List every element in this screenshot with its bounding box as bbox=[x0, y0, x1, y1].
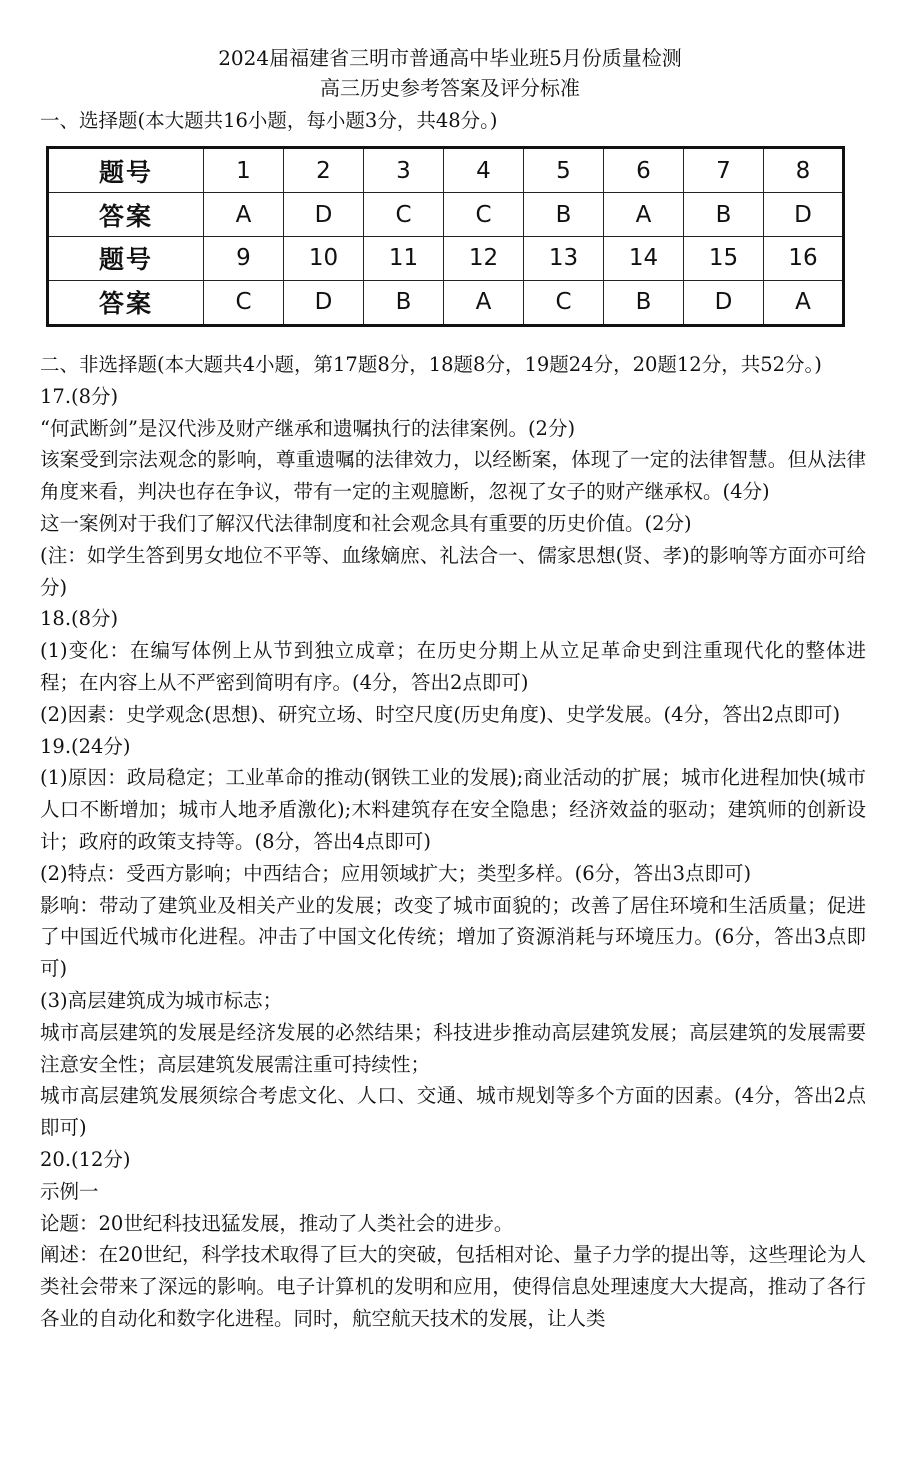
section-1-heading: 一、选择题(本大题共16小题，每小题3分，共48分。) bbox=[40, 109, 498, 132]
paragraph: (2)因素：史学观念(思想)、研究立场、时空尺度(历史角度)、史学发展。(4分，答出2点即可) bbox=[40, 702, 841, 726]
paragraph: (1)原因：政局稳定；工业革命的推动(钢铁工业的发展);商业活动的扩展；城市化进程加快(城市人口不断增加；城市人地矛盾激化);木料建筑存在安全隐患；经济效益的驱动；建筑师的创新设计；政府的政策支持等。(8分，答出4点即可) bbox=[40, 766, 866, 853]
document-subtitle: 高三历史参考答案及评分标准 bbox=[320, 76, 580, 100]
table-row bbox=[48, 148, 844, 193]
paragraph: 该案受到宗法观念的影响，尊重遗嘱的法律效力，以经断案，体现了一定的法律智慧。但从法律角度来看，判决也存在争议，带有一定的主观臆断，忽视了女子的财产继承权。(4分) bbox=[40, 448, 866, 504]
paragraph: 阐述：在20世纪，科学技术取得了巨大的突破，包括相对论、量子力学的提出等，这些理论为人类社会带来了深远的影响。电子计算机的发明和应用，使得信息处理速度大大提高，推动了各行各业的自动化和数字化进程。同时，航空航天技术的发展，让人类 bbox=[40, 1243, 866, 1330]
table-cell: A bbox=[204, 193, 284, 237]
row-label: 答案 bbox=[48, 193, 204, 237]
paragraph: 18.(8分) bbox=[40, 607, 119, 631]
answer-table-body bbox=[48, 148, 844, 326]
answer-table bbox=[46, 146, 845, 327]
paragraph: 影响：带动了建筑业及相关产业的发展；改变了城市面貌的；改善了居住环境和生活质量；促进了中国近代城市化进程。冲击了中国文化传统；增加了资源消耗与环境压力。(6分，答出3点即可) bbox=[40, 893, 866, 981]
row-label: 题号 bbox=[48, 236, 204, 280]
table-cell: 16 bbox=[764, 236, 844, 280]
row-label: 答案 bbox=[48, 280, 204, 325]
table-cell: B bbox=[604, 280, 684, 325]
table-cell: B bbox=[684, 193, 764, 237]
table-cell: 13 bbox=[524, 236, 604, 280]
paragraph: 19.(24分) bbox=[40, 734, 131, 758]
paragraph: 20.(12分) bbox=[40, 1147, 131, 1171]
table-cell: D bbox=[284, 280, 364, 325]
paragraph: 城市高层建筑的发展是经济发展的必然结果；科技进步推动高层建筑发展；高层建筑的发展需要注意安全性；高层建筑发展需注重可持续性； bbox=[40, 1020, 866, 1076]
table-cell: C bbox=[524, 280, 604, 325]
table-cell: A bbox=[604, 193, 684, 237]
table-cell: C bbox=[444, 193, 524, 237]
table-cell: 10 bbox=[284, 236, 364, 280]
table-cell: 11 bbox=[364, 236, 444, 280]
table-cell: 5 bbox=[524, 148, 604, 193]
paragraph: 城市高层建筑发展须综合考虑文化、人口、交通、城市规划等多个方面的因素。(4分，答出2点即可) bbox=[40, 1084, 866, 1140]
table-cell: C bbox=[364, 193, 444, 237]
table-cell: 15 bbox=[684, 236, 764, 280]
table-cell: 2 bbox=[284, 148, 364, 193]
paragraph: 这一案例对于我们了解汉代法律制度和社会观念具有重要的历史价值。(2分) bbox=[40, 511, 692, 535]
table-cell: 14 bbox=[604, 236, 684, 280]
table-cell: A bbox=[764, 280, 844, 325]
paragraph: (2)特点：受西方影响；中西结合；应用领域扩大；类型多样。(6分，答出3点即可) bbox=[40, 861, 752, 885]
table-cell: A bbox=[444, 280, 524, 325]
row-label: 题号 bbox=[48, 148, 204, 193]
table-cell: C bbox=[204, 280, 284, 325]
document-title: 2024届福建省三明市普通高中毕业班5月份质量检测 bbox=[218, 46, 682, 70]
table-cell: 8 bbox=[764, 148, 844, 193]
paragraph: “何武断剑”是汉代涉及财产继承和遗嘱执行的法律案例。(2分) bbox=[40, 416, 576, 440]
table-cell: 7 bbox=[684, 148, 764, 193]
paragraph: (注：如学生答到男女地位不平等、血缘嫡庶、礼法合一、儒家思想(贤、孝)的影响等方面亦可给分) bbox=[40, 543, 866, 599]
table-cell: 9 bbox=[204, 236, 284, 280]
table-cell: 4 bbox=[444, 148, 524, 193]
paragraph: 二、非选择题(本大题共4小题，第17题8分，18题8分，19题24分，20题12分，共52分。) bbox=[40, 353, 822, 376]
table-row bbox=[48, 280, 844, 325]
paragraph: (3)高层建筑成为城市标志； bbox=[40, 988, 283, 1012]
paragraph: 论题：20世纪科技迅猛发展，推动了人类社会的进步。 bbox=[40, 1211, 514, 1235]
table-cell: B bbox=[524, 193, 604, 237]
table-cell: 3 bbox=[364, 148, 444, 193]
table-row bbox=[48, 236, 844, 280]
table-cell: D bbox=[684, 280, 764, 325]
paragraph: 17.(8分) bbox=[40, 384, 119, 408]
table-cell: 12 bbox=[444, 236, 524, 280]
paragraph: (1)变化：在编写体例上从节到独立成章；在历史分期上从立足革命史到注重现代化的整体进程；在内容上从不严密到简明有序。(4分，答出2点即可) bbox=[40, 639, 866, 694]
table-row bbox=[48, 193, 844, 237]
paragraph: 示例一 bbox=[40, 1179, 99, 1203]
table-cell: D bbox=[284, 193, 364, 237]
table-cell: B bbox=[364, 280, 444, 325]
table-cell: 6 bbox=[604, 148, 684, 193]
answer-body bbox=[40, 349, 866, 1335]
table-cell: D bbox=[764, 193, 844, 237]
table-cell: 1 bbox=[204, 148, 284, 193]
